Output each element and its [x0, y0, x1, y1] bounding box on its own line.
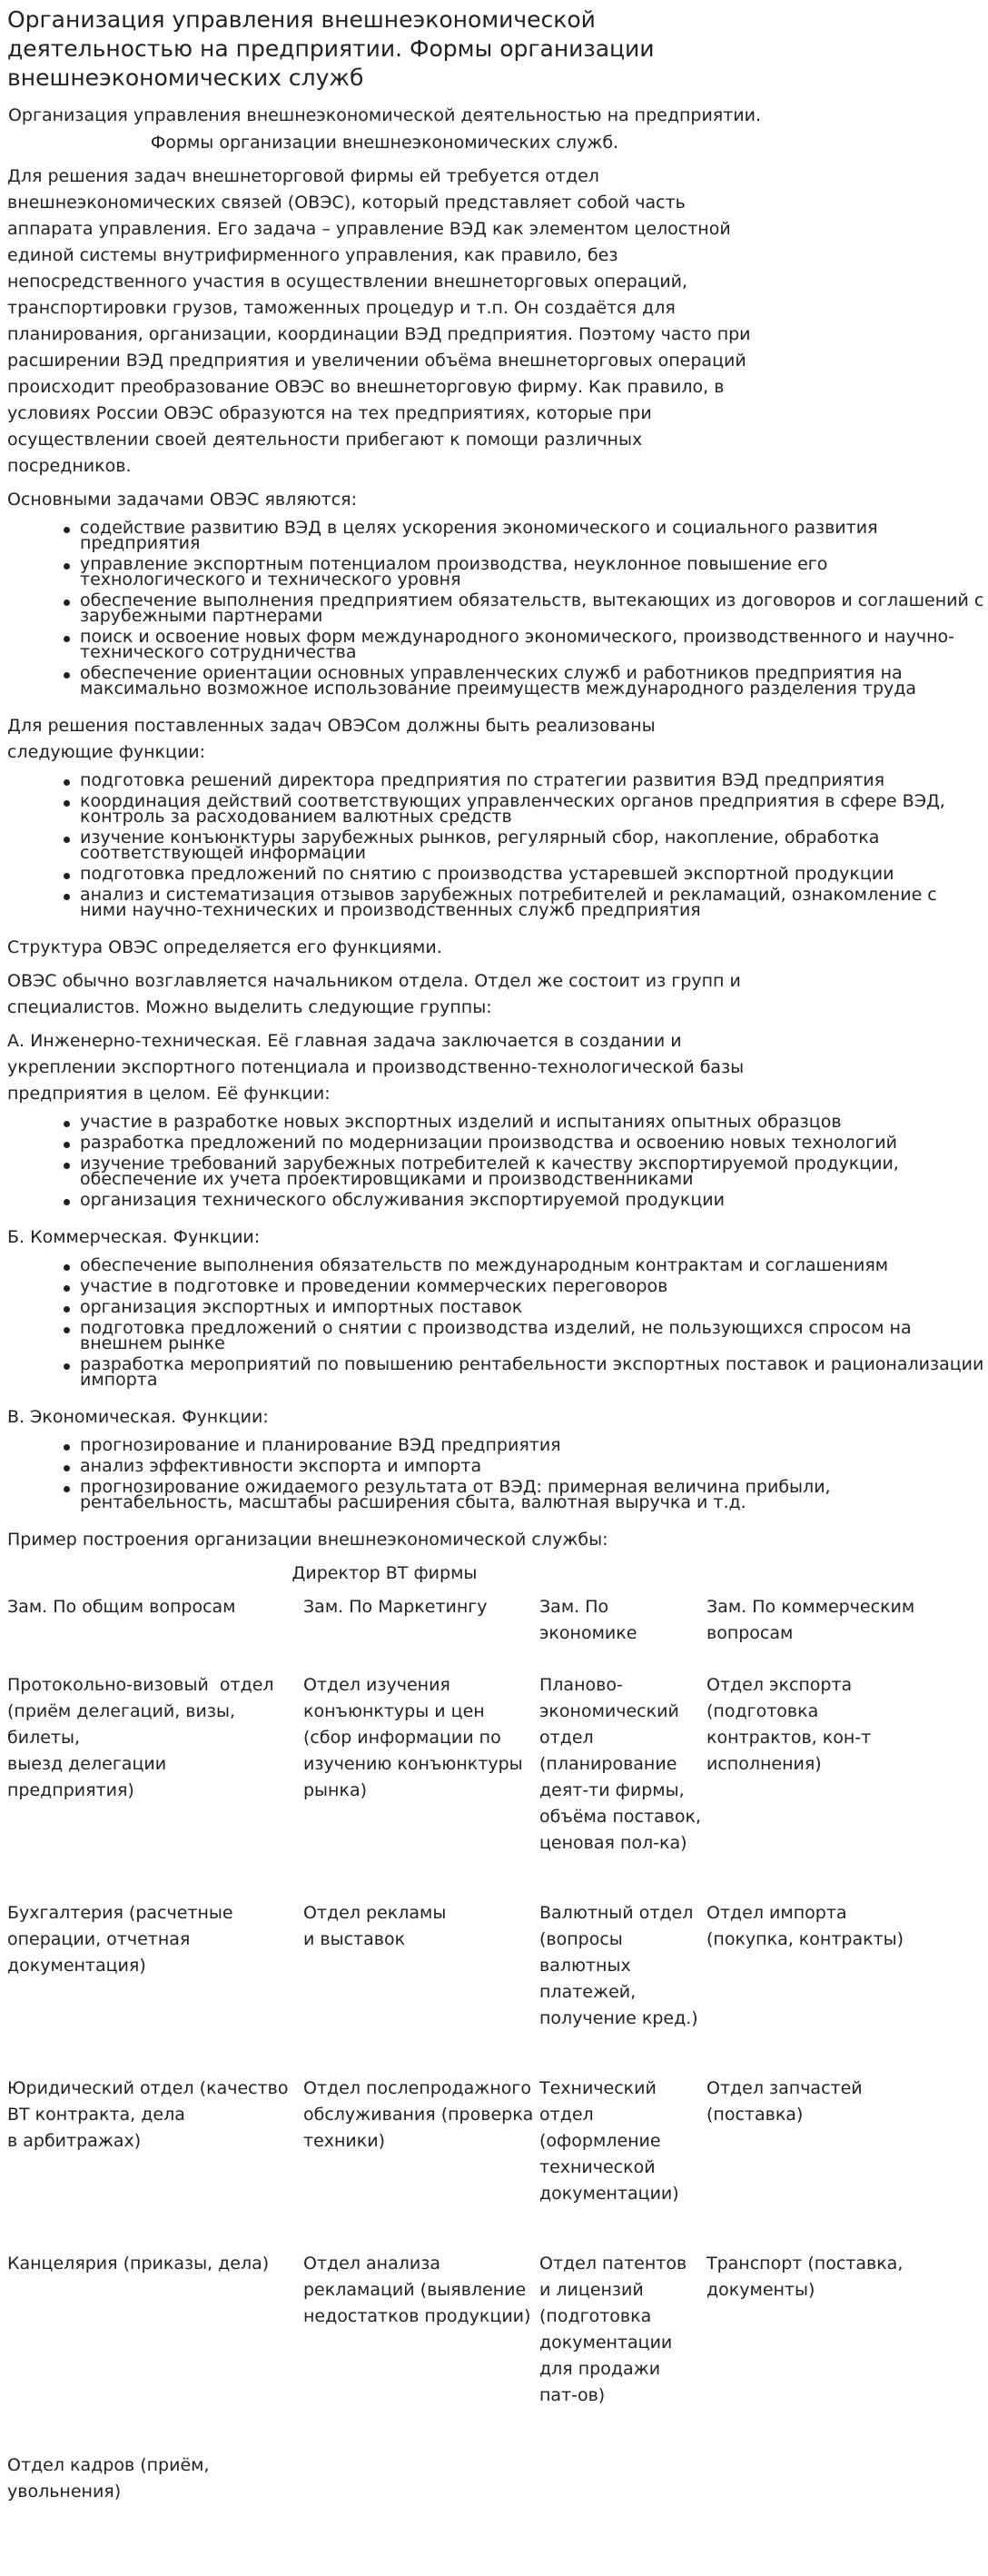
- group-a-list: [7, 1112, 988, 1214]
- org-structure-table: [7, 1594, 924, 2549]
- table-cell: [706, 2452, 924, 2549]
- group-c-list: [7, 1435, 988, 1516]
- group-a-heading: А. Инженерно-техническая. Её главная задача заключается в создании и укреплении экспортного потенциала и производственно-технологической базы предприятия в целом. Её функции:: [7, 1031, 745, 1104]
- list-item: изучение требований зарубежных потребителей к качеству экспортируемой продукции, обеспечение их учета проектировщиками и производственниками: [80, 1156, 988, 1193]
- functions-list: [7, 770, 988, 924]
- list-item: координация действий соответствующих управленческих органов предприятия в сфере ВЭД, контроль за расходованием валютных средств: [80, 794, 988, 830]
- list-item: анализ эффективности экспорта и импорта: [80, 1459, 988, 1480]
- director-label: Директор ВТ фирмы: [291, 1563, 478, 1583]
- list-item: изучение конъюнктуры зарубежных рынков, регулярный сбор, накопление, обработка соответствующей информации: [80, 830, 988, 867]
- table-cell: Отдел рекламы и выставок: [303, 1903, 447, 1949]
- table-cell: Отдел экспорта (подготовка контрактов, кон-т исполнения): [706, 1675, 877, 1774]
- list-item: поиск и освоение новых форм международного экономического, производственного и научно-технического сотрудничества: [80, 629, 988, 666]
- table-row: [7, 2452, 924, 2549]
- table-header-cell: Зам. По общим вопросам: [7, 1597, 236, 1617]
- table-cell: Отдел импорта (покупка, контракты): [706, 1903, 904, 1949]
- table-header-row: [7, 1594, 924, 1672]
- page-title: Организация управления внешнеэкономической деятельностью на предприятии. Формы организации внешнеэкономических служб: [7, 6, 655, 91]
- table-cell: Отдел анализа рекламаций (выявление недостатков продукции): [303, 2254, 532, 2326]
- table-cell: [539, 2452, 706, 2549]
- table-header-cell: Зам. По Маркетингу: [303, 1597, 488, 1617]
- table-cell: Отдел изучения конъюнктуры и цен (сбор информации по изучению конъюнктуры рынка): [303, 1675, 529, 1800]
- table-cell: Валютный отдел (вопросы валютных платежей, получение кред.): [539, 1903, 699, 2028]
- table-cell: Транспорт (поставка, документы): [706, 2254, 909, 2300]
- group-b-list: [7, 1255, 988, 1393]
- table-cell: Отдел патентов и лицензий (подготовка документации для продажи пат-ов): [539, 2254, 693, 2405]
- list-item: содействие развитию ВЭД в целях ускорения экономического и социального развития предприятия: [80, 520, 988, 557]
- table-cell: Отдел послепродажного обслуживания (проверка техники): [303, 2078, 539, 2151]
- table-cell: Канцелярия (приказы, дела): [7, 2254, 270, 2274]
- table-row: [7, 1900, 924, 2076]
- table-cell: Юридический отдел (качество ВТ контракта, дела в арбитражах): [7, 2078, 289, 2151]
- example-heading: Пример построения организации внешнеэкономической службы:: [7, 1530, 608, 1550]
- groups-paragraph: ОВЭС обычно возглавляется начальником отдела. Отдел же состоит из групп и специалистов. Можно выделить следующие группы:: [7, 971, 741, 1017]
- table-cell: Отдел запчастей (поставка): [706, 2078, 868, 2125]
- table-cell: Протокольно-визовый отдел (приём делегаций, визы, билеты, выезд делегации предприятия): [7, 1675, 274, 1800]
- list-item: разработка предложений по модернизации производства и освоению новых технологий: [80, 1135, 988, 1156]
- list-item: организация технического обслуживания экспортируемой продукции: [80, 1193, 988, 1214]
- table-cell: [303, 2452, 539, 2549]
- table-cell: Технический отдел (оформление технической документации): [539, 2078, 679, 2204]
- list-item: подготовка решений директора предприятия по стратегии развития ВЭД предприятия: [80, 773, 988, 794]
- table-row: [7, 2076, 924, 2251]
- table-header-cell: Зам. По экономике: [539, 1597, 637, 1643]
- table-row: [7, 1672, 924, 1900]
- table-cell: Отдел кадров (приём, увольнения): [7, 2455, 215, 2502]
- list-item: обеспечение выполнения предприятием обязательств, вытекающих из договоров и соглашений с зарубежными партнерами: [80, 593, 988, 629]
- group-b-heading: Б. Коммерческая. Функции:: [7, 1227, 261, 1247]
- list-item: участие в подготовке и проведении коммерческих переговоров: [80, 1279, 988, 1300]
- table-cell: Планово-экономический отдел (планирование деят-ти фирмы, объёма поставок, ценовая пол-ка): [539, 1675, 707, 1853]
- table-header-cell: Зам. По коммерческим вопросам: [706, 1597, 915, 1643]
- functions-heading: Для решения поставленных задач ОВЭСом должны быть реализованы следующие функции:: [7, 716, 656, 762]
- list-item: подготовка предложений по снятию с производства устаревшей экспортной продукции: [80, 867, 988, 887]
- list-item: разработка мероприятий по повышению рентабельности экспортных поставок и рационализации импорта: [80, 1357, 988, 1393]
- subtitle: Организация управления внешнеэкономической деятельностью на предприятии. Формы организации внешнеэкономических служб.: [7, 105, 762, 153]
- group-c-heading: В. Экономическая. Функции:: [7, 1407, 269, 1427]
- tasks-list: [7, 520, 988, 702]
- list-item: управление экспортным потенциалом производства, неуклонное повышение его технологического и технического уровня: [80, 557, 988, 593]
- list-item: участие в разработке новых экспортных изделий и испытаниях опытных образцов: [80, 1115, 988, 1135]
- list-item: обеспечение ориентации основных управленческих служб и работников предприятия на максимально возможное использование преимуществ международного разделения труда: [80, 666, 988, 702]
- intro-paragraph: Для решения задач внешнеторговой фирмы ей требуется отдел внешнеэкономических связей (ОВЭС), который представляет собой часть аппарата управления. Его задача – управление ВЭД как элементом целостной единой системы внутрифирменного управления, как правило, без непосредственного участия в осуществлении внешнеторговых операций, транспортировки грузов, таможенных процедур и т.п. Он создаётся для планирования, организации, координации ВЭД предприятия. Поэтому часто при расширении ВЭД предприятия и увеличении объёма внешнеторговых операций происходит преобразование ОВЭС во внешнеторговую фирму. Как правило, в условиях России ОВЭС образуются на тех предприятиях, которые при осуществлении своей деятельности прибегают к помощи различных посредников.: [7, 166, 751, 476]
- list-item: прогнозирование и планирование ВЭД предприятия: [80, 1438, 988, 1459]
- list-item: анализ и систематизация отзывов зарубежных потребителей и рекламаций, ознакомление с ними научно-технических и производственных служб предприятия: [80, 887, 988, 924]
- list-item: обеспечение выполнения обязательств по международным контрактам и соглашениям: [80, 1258, 988, 1279]
- tasks-heading: Основными задачами ОВЭС являются:: [7, 490, 358, 510]
- structure-paragraph: Структура ОВЭС определяется его функциями.: [7, 937, 442, 957]
- list-item: прогнозирование ожидаемого результата от ВЭД: примерная величина прибыли, рентабельность, масштабы расширения сбыта, валютная выручка и т.д.: [80, 1480, 988, 1516]
- list-item: подготовка предложений о снятии с производства изделий, не пользующихся спросом на внешнем рынке: [80, 1321, 988, 1357]
- table-cell: Бухгалтерия (расчетные операции, отчетная документация): [7, 1903, 239, 1976]
- table-row: [7, 2251, 924, 2452]
- list-item: организация экспортных и импортных поставок: [80, 1300, 988, 1321]
